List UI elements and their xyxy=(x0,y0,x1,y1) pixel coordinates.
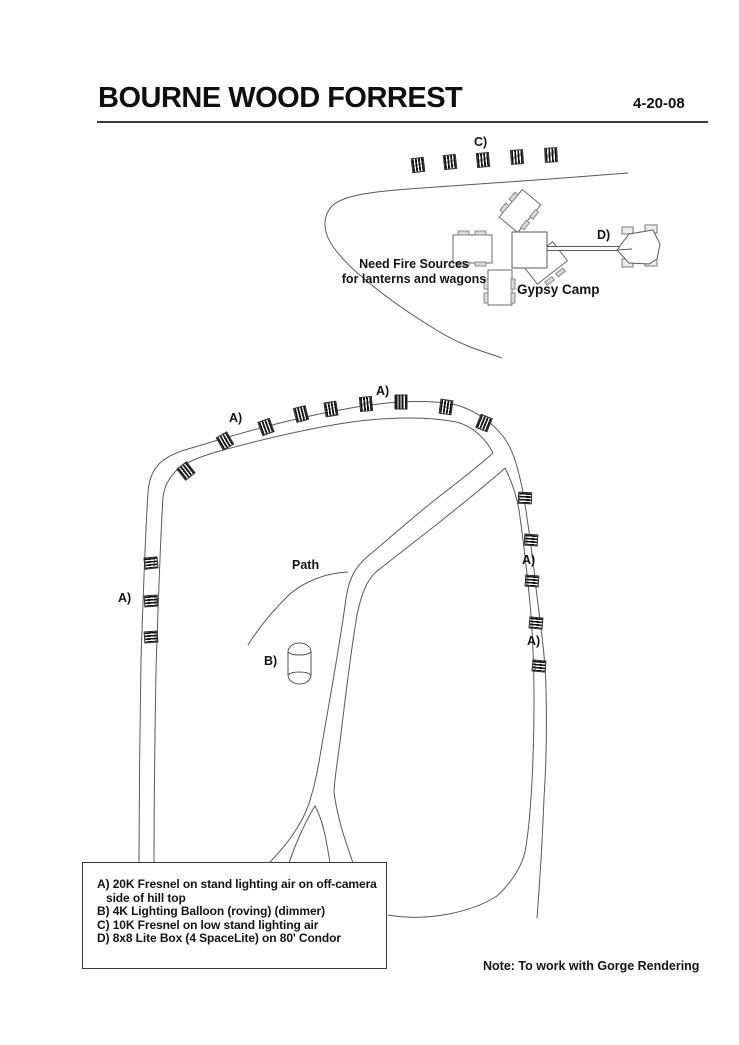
light-right-column xyxy=(529,616,544,629)
condor-body xyxy=(617,225,660,267)
light-right-column xyxy=(524,534,539,547)
label-a-arc-left: A) xyxy=(229,411,243,425)
light-c-row xyxy=(411,157,426,173)
light-left-column xyxy=(144,595,159,608)
fire-sources-note-line1: Need Fire Sources xyxy=(359,257,469,271)
light-c-row xyxy=(510,149,524,165)
fire-sources-note xyxy=(336,257,492,287)
light-arc xyxy=(439,399,454,416)
wagon-top xyxy=(496,187,543,235)
balloon-b xyxy=(288,643,311,684)
light-left-column xyxy=(143,556,158,569)
legend-line-b: B) 4K Lighting Balloon (roving) (dimmer) xyxy=(97,904,325,919)
legend-box xyxy=(82,862,387,969)
trail-central-right xyxy=(334,468,505,863)
legend-line-c: C) 10K Fresnel on low stand lighting air xyxy=(97,917,319,932)
label-a-arc-top: A) xyxy=(376,384,390,398)
gypsy-camp-label: Gypsy Camp xyxy=(517,282,600,297)
light-right-column xyxy=(518,492,533,505)
trail-outer xyxy=(139,402,546,918)
legend-line-d: D) 8x8 Lite Box (4 SpaceLite) on 80' Condor xyxy=(97,931,341,946)
light-arc xyxy=(395,395,408,410)
label-a-right-upper: A) xyxy=(522,553,536,567)
light-arc xyxy=(323,401,338,418)
light-right-column xyxy=(532,659,547,672)
page-title: BOURNE WOOD FORREST xyxy=(98,82,463,114)
page-date: 4-20-08 xyxy=(633,95,685,112)
light-c-row xyxy=(476,152,490,168)
rendering-note: Note: To work with Gorge Rendering xyxy=(483,959,700,973)
trail-fork-inner xyxy=(289,806,330,863)
label-path: Path xyxy=(292,558,320,572)
label-a-right-lower: A) xyxy=(527,634,541,648)
light-right-column xyxy=(525,575,540,588)
light-left-column xyxy=(144,631,159,644)
trail-inner xyxy=(154,418,493,863)
label-a-left-column: A) xyxy=(118,591,132,605)
label-d-condor: D) xyxy=(597,228,611,242)
camp-square xyxy=(512,232,547,268)
fire-sources-note-line2: for lanterns and wagons xyxy=(341,272,487,286)
legend-line-a-cont: side of hill top xyxy=(106,890,186,905)
label-c-fresnel-row: C) xyxy=(474,135,488,149)
legend-line-a: A) 20K Fresnel on stand lighting air on off-camera xyxy=(97,877,377,891)
trail-right-inner xyxy=(388,468,534,917)
light-c-row xyxy=(443,154,457,170)
light-c-row xyxy=(544,147,558,163)
light-arc xyxy=(359,396,373,412)
footpath-line xyxy=(248,572,348,645)
label-b-balloon: B) xyxy=(264,654,278,668)
